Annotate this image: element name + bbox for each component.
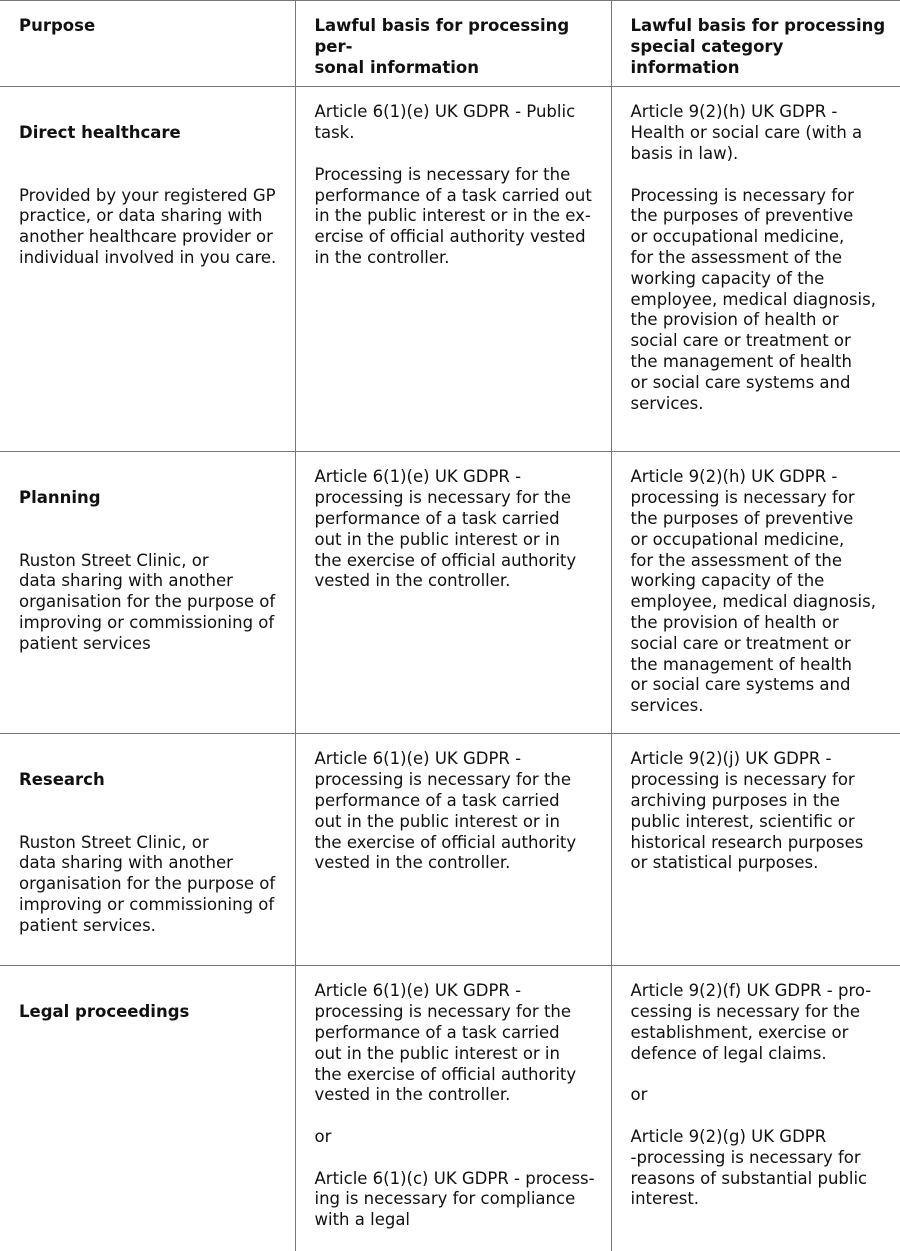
purpose-description: Provided by your registered GP practice, or data sharing with another healthcare provider or individual involved in you care. <box>19 185 277 267</box>
personal-basis-cell: Article 6(1)(e) UK GDPR - Public task. Processing is necessary for the performance of a task carried out in the public interest or in the ex- ercise of official authority vested in the controller. <box>295 87 611 452</box>
header-personal-basis: Lawful basis for processing per- sonal information <box>295 1 611 87</box>
purpose-title: Legal proceedings <box>19 1002 190 1022</box>
purpose-title: Research <box>19 770 105 790</box>
personal-basis-cell: Article 6(1)(e) UK GDPR - processing is necessary for the performance of a task carried out in the public interest or in the exercise of official authority vested in the controller. <box>295 734 611 966</box>
table-row <box>0 452 900 734</box>
special-basis-cell: Article 9(2)(h) UK GDPR - Health or social care (with a basis in law). Processing is necessary for the purposes of preventive or occupational medicine, for the assessment of the working capacity of the employee, medical diagnosis, the provision of health or social care or treatment or the management of health or social care systems and services. <box>611 87 900 452</box>
header-purpose: Purpose <box>0 1 295 87</box>
personal-basis-cell: Article 6(1)(e) UK GDPR - processing is necessary for the performance of a task carried out in the public interest or in the exercise of official authority vested in the controller. <box>295 452 611 734</box>
table-row <box>0 87 900 452</box>
purpose-description: Ruston Street Clinic, or data sharing with another organisation for the purpose of improving or commissioning of patient services <box>19 550 276 653</box>
purpose-title: Direct healthcare <box>19 123 181 143</box>
special-basis-cell: Article 9(2)(h) UK GDPR - processing is necessary for the purposes of preventive or occupational medicine, for the assessment of the working capacity of the employee, medical diagnosis, the provision of health or social care or treatment or the management of health or social care systems and services. <box>611 452 900 734</box>
purpose-cell <box>0 87 295 452</box>
header-special-basis: Lawful basis for processing special category information <box>611 1 900 87</box>
table-row <box>0 734 900 966</box>
purpose-cell <box>0 734 295 966</box>
header-row <box>0 1 900 87</box>
purpose-description: Ruston Street Clinic, or data sharing with another organisation for the purpose of improving or commissioning of patient services. <box>19 832 276 935</box>
table-row <box>0 966 900 1251</box>
personal-basis-cell: Article 6(1)(e) UK GDPR - processing is necessary for the performance of a task carried out in the public interest or in the exercise of official authority vested in the controller. or Article 6(1)(c) UK GDPR - process- ing is necessary for compliance with a legal <box>295 966 611 1251</box>
special-basis-cell: Article 9(2)(f) UK GDPR - pro- cessing is necessary for the establishment, exercise or defence of legal claims. or Article 9(2)(g) UK GDPR -processing is necessary for reasons of substantial public interest. <box>611 966 900 1251</box>
purpose-cell <box>0 966 295 1251</box>
special-basis-cell: Article 9(2)(j) UK GDPR - processing is necessary for archiving purposes in the public interest, scientific or historical research purposes or statistical purposes. <box>611 734 900 966</box>
purpose-title: Planning <box>19 488 101 508</box>
purpose-cell <box>0 452 295 734</box>
